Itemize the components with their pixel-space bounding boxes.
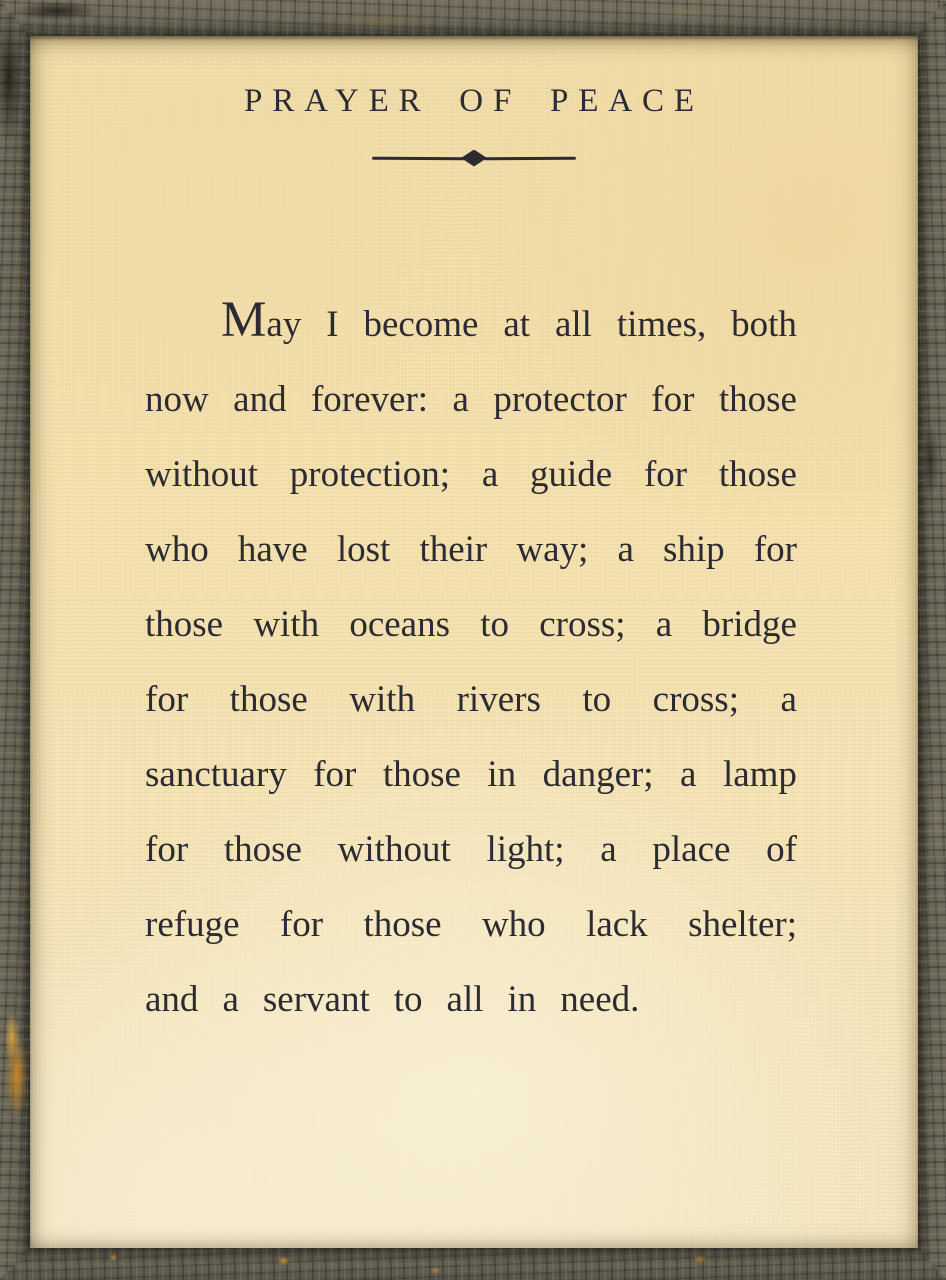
word: those — [382, 754, 461, 795]
word: for — [643, 454, 688, 495]
word: shelter; — [688, 904, 797, 945]
word: their — [419, 529, 488, 570]
word: rivers — [456, 679, 541, 720]
word: a — [780, 679, 797, 720]
word: for — [145, 679, 189, 720]
word: times, — [616, 304, 707, 345]
art-paper — [30, 36, 918, 1248]
word: have — [237, 529, 308, 570]
word: for — [313, 754, 357, 795]
word: for — [279, 904, 324, 945]
word: bridge — [702, 604, 797, 645]
prayer-line — [145, 737, 797, 812]
word: a — [655, 604, 673, 645]
word: place — [652, 829, 731, 870]
word: ship — [663, 529, 725, 570]
prayer-line — [145, 287, 797, 362]
page-title: PRAYER OF PEACE — [244, 83, 704, 119]
word: lack — [586, 904, 648, 945]
word: protection; — [289, 454, 451, 495]
prayer-text — [145, 287, 797, 1037]
word: both — [731, 304, 797, 345]
prayer-line — [145, 512, 797, 587]
word: for — [145, 829, 189, 870]
word: a — [617, 529, 634, 570]
word: without — [337, 829, 451, 870]
word: May — [221, 291, 302, 348]
word: cross; — [539, 604, 626, 645]
word: forever: — [310, 379, 429, 420]
word: lost — [336, 529, 391, 570]
prayer-line — [145, 587, 797, 662]
word: with — [349, 679, 416, 720]
word: light; — [486, 829, 565, 870]
word: who — [145, 529, 209, 570]
word: to — [480, 604, 509, 645]
word: I — [326, 304, 339, 345]
word: at — [503, 304, 531, 345]
prayer-line — [145, 362, 797, 437]
frame-bottom — [0, 1248, 946, 1280]
drop-cap: M — [221, 291, 267, 348]
word: those — [145, 604, 224, 645]
frame-right — [918, 0, 946, 1280]
word: all — [446, 979, 484, 1020]
word: all — [554, 304, 592, 345]
word: for — [651, 379, 695, 420]
word: those — [229, 679, 308, 720]
word: servant — [262, 979, 370, 1020]
word: in — [487, 754, 517, 795]
frame-top — [0, 0, 946, 36]
word: a — [222, 979, 239, 1020]
word: need. — [560, 979, 640, 1020]
word: way; — [516, 529, 589, 570]
word: a — [680, 754, 697, 795]
word: in — [507, 979, 537, 1020]
prayer-line — [145, 662, 797, 737]
prayer-line — [145, 887, 797, 962]
word: those — [223, 829, 302, 870]
word: a — [481, 454, 499, 495]
prayer-line — [145, 812, 797, 887]
word: those — [363, 904, 442, 945]
word: danger; — [542, 754, 654, 795]
frame-left — [0, 0, 30, 1280]
word: and — [145, 979, 199, 1020]
divider-rule-right — [484, 156, 576, 159]
word: a — [600, 829, 617, 870]
word: of — [766, 829, 797, 870]
word: who — [481, 904, 546, 945]
word: to — [582, 679, 612, 720]
divider-rule-left — [372, 156, 464, 160]
word: to — [393, 979, 423, 1020]
word: refuge — [145, 904, 240, 945]
word: for — [753, 529, 797, 570]
word: guide — [530, 454, 613, 495]
divider-ornament — [30, 147, 918, 169]
word: and — [233, 379, 287, 420]
word: lamp — [722, 754, 797, 795]
word: protector — [493, 379, 627, 420]
word: become — [363, 304, 479, 345]
word: now — [145, 379, 209, 420]
word: a — [452, 379, 469, 420]
prayer-line — [145, 962, 797, 1037]
prayer-line — [145, 437, 797, 512]
word: those — [718, 379, 797, 420]
word: with — [253, 604, 320, 645]
word: those — [718, 454, 797, 495]
word: cross; — [652, 679, 739, 720]
word: without — [145, 454, 259, 495]
word: oceans — [349, 604, 450, 645]
word: sanctuary — [145, 754, 287, 795]
